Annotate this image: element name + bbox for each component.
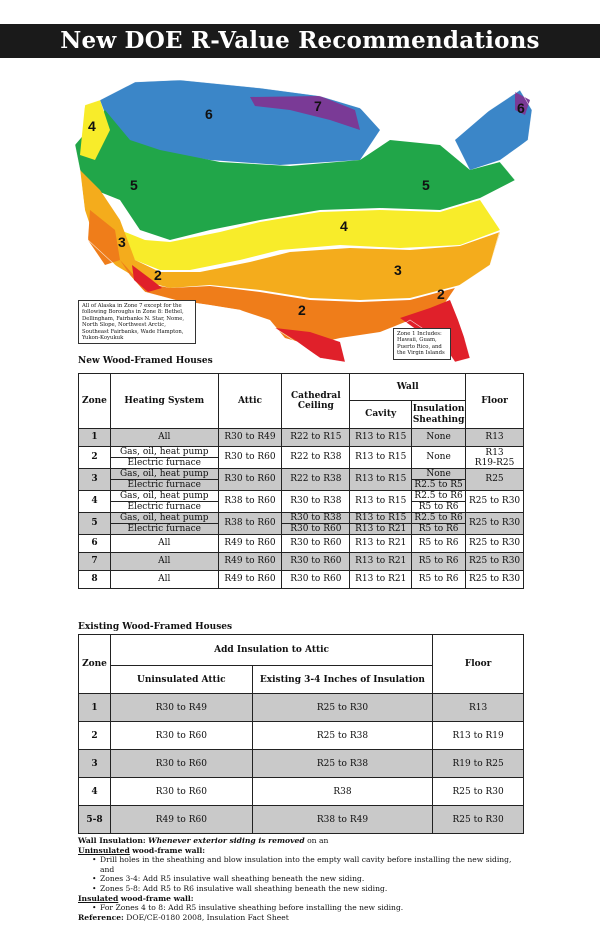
- cell-floor: R25 to R30: [466, 491, 524, 513]
- cell-heating-value: Electric furnace: [127, 458, 202, 468]
- cell-zone: 2: [79, 722, 111, 750]
- cell-heating: [110, 469, 218, 491]
- cell-sheathing: [412, 513, 466, 535]
- cell-heating: All: [110, 571, 218, 589]
- cell-zone: 6: [79, 535, 111, 553]
- cell-cathedral: R22 to R38: [282, 469, 350, 491]
- cell-sheathing-value: R5 to R6: [418, 502, 459, 512]
- zone-label: 6: [517, 100, 525, 116]
- col-header-sheathing: Insulation Sheathing: [412, 401, 466, 429]
- cell-uninsulated: R30 to R49: [110, 694, 252, 722]
- cell-cathedral: R30 to R60: [282, 571, 350, 589]
- cell-cavity: R13 to R15: [350, 447, 412, 469]
- table-row: [79, 750, 524, 778]
- cell-heating-value: Electric furnace: [127, 502, 202, 512]
- cell-cavity: R13 to R15: [350, 469, 412, 491]
- col-header-floor: Floor: [433, 635, 524, 694]
- col-header-uninsulated: Uninsulated Attic: [110, 666, 252, 694]
- cell-zone: 3: [79, 469, 111, 491]
- cell-heating-value: Electric furnace: [127, 480, 202, 490]
- cell-floor-value: R19-R25: [474, 457, 515, 468]
- climate-zone-map: [60, 70, 540, 365]
- zone-1-note: Zone 1 Includes: Hawaii, Guam, Puerto Rico, and the Virgin Islands: [393, 328, 451, 360]
- zone-label: 5: [130, 177, 138, 193]
- cell-sheathing-value: R5 to R6: [418, 524, 459, 534]
- cell-cavity: R13 to R21: [350, 571, 412, 589]
- zone-label: 2: [154, 267, 162, 283]
- cell-uninsulated: R30 to R60: [110, 750, 252, 778]
- table-row: [79, 722, 524, 750]
- cell-sheathing: [412, 469, 466, 491]
- cell-attic: R38 to R60: [218, 491, 282, 513]
- uninsulated-heading: [78, 846, 528, 856]
- wall-insulation-condition: Whenever exterior siding is removed: [148, 836, 305, 845]
- cell-uninsulated: R30 to R60: [110, 722, 252, 750]
- table-row: [79, 447, 524, 469]
- cell-attic: R49 to R60: [218, 571, 282, 589]
- cell-floor: [466, 447, 524, 469]
- cell-cavity-value: R13 to R15: [350, 513, 411, 524]
- cell-sheathing-value: R2.5 to R6: [412, 491, 465, 502]
- col-header-cathedral: Cathedral Ceiling: [282, 374, 350, 429]
- cell-attic: R30 to R60: [218, 447, 282, 469]
- col-header-heating: Heating System: [110, 374, 218, 429]
- cell-heating: [110, 513, 218, 535]
- cell-heating: All: [110, 429, 218, 447]
- cell-uninsulated: R30 to R60: [110, 778, 252, 806]
- existing-houses-table: [78, 634, 524, 834]
- cell-heating-value: Electric furnace: [127, 524, 202, 534]
- col-header-cavity: Cavity: [350, 401, 412, 429]
- cell-existing: R25 to R38: [252, 722, 433, 750]
- table-row: [79, 491, 524, 513]
- reference-line: [78, 913, 528, 923]
- col-header-wall: Wall: [350, 374, 466, 401]
- cell-uninsulated: R49 to R60: [110, 806, 252, 834]
- cell-cavity: R13 to R15: [350, 429, 412, 447]
- cell-cavity: R13 to R21: [350, 553, 412, 571]
- cell-sheathing-value: R2.5 to R6: [412, 513, 465, 524]
- reference-text: DOE/CE-0180 2008, Insulation Fact Sheet: [126, 912, 289, 922]
- cell-floor: R25 to R30: [433, 806, 524, 834]
- col-header-existing: Existing 3-4 Inches of Insulation: [252, 666, 433, 694]
- cell-heating: All: [110, 535, 218, 553]
- cell-sheathing: R5 to R6: [412, 535, 466, 553]
- reference-label: Reference:: [78, 912, 124, 922]
- cell-attic: R30 to R60: [218, 469, 282, 491]
- cell-existing: R25 to R30: [252, 694, 433, 722]
- cell-cathedral-value: R30 to R60: [290, 524, 342, 534]
- cell-floor: R19 to R25: [433, 750, 524, 778]
- cell-heating: [110, 447, 218, 469]
- cell-attic: R49 to R60: [218, 535, 282, 553]
- cell-floor: R13 to R19: [433, 722, 524, 750]
- cell-attic: R49 to R60: [218, 553, 282, 571]
- page-title: New DOE R-Value Recommendations: [0, 24, 600, 58]
- wall-insulation-line: [78, 836, 528, 846]
- cell-cathedral: R30 to R60: [282, 535, 350, 553]
- table-row: [79, 571, 524, 589]
- zone-label: 6: [205, 106, 213, 122]
- list-item: • Zones 3-4: Add R5 insulative wall sheathing beneath the new siding.: [78, 874, 528, 884]
- table-row: [79, 513, 524, 535]
- cell-sheathing: None: [412, 447, 466, 469]
- cell-heating-value: Gas, oil, heat pump: [111, 513, 218, 524]
- table-row: [79, 806, 524, 834]
- cell-zone: 5-8: [79, 806, 111, 834]
- col-header-zone: Zone: [79, 635, 111, 694]
- col-header-zone: Zone: [79, 374, 111, 429]
- cell-cathedral: [282, 513, 350, 535]
- zone-label: 4: [340, 218, 348, 234]
- cell-floor: R25 to R30: [466, 535, 524, 553]
- cell-heating: [110, 491, 218, 513]
- existing-houses-caption: Existing Wood-Framed Houses: [78, 622, 233, 632]
- cell-sheathing: R5 to R6: [412, 553, 466, 571]
- cell-sheathing-value: R2.5 to R5: [414, 480, 463, 490]
- zone-label: 3: [118, 234, 126, 250]
- cell-cavity-value: R13 to R21: [355, 524, 407, 534]
- zone-label: 4: [88, 118, 96, 134]
- table-row: [79, 553, 524, 571]
- cell-floor: R25 to R30: [466, 513, 524, 535]
- cell-cathedral: R22 to R38: [282, 447, 350, 469]
- list-item: • Drill holes in the sheathing and blow insulation into the empty wall cavity before installing the new siding, and: [78, 855, 528, 874]
- table-row: [79, 469, 524, 491]
- cell-floor: R25: [466, 469, 524, 491]
- cell-attic: R30 to R49: [218, 429, 282, 447]
- cell-cathedral-value: R30 to R38: [282, 513, 349, 524]
- uninsulated-label: Uninsulated: [78, 845, 130, 855]
- table-row: [79, 535, 524, 553]
- cell-existing: R38 to R49: [252, 806, 433, 834]
- wall-insulation-label: Wall Insulation:: [78, 836, 146, 845]
- cell-zone: 3: [79, 750, 111, 778]
- cell-floor: R25 to R30: [433, 778, 524, 806]
- table-row: [79, 429, 524, 447]
- cell-zone: 8: [79, 571, 111, 589]
- wall-insulation-tail: on an: [307, 836, 329, 845]
- cell-sheathing-value: None: [412, 469, 465, 480]
- cell-heating: All: [110, 553, 218, 571]
- cell-cavity: R13 to R15: [350, 491, 412, 513]
- cell-zone: 7: [79, 553, 111, 571]
- col-header-add-attic: Add Insulation to Attic: [110, 635, 432, 666]
- cell-zone: 1: [79, 694, 111, 722]
- new-houses-table: [78, 373, 524, 589]
- cell-floor-value: R13: [485, 447, 504, 458]
- cell-zone: 4: [79, 491, 111, 513]
- col-header-floor: Floor: [466, 374, 524, 429]
- zone-label: 2: [437, 286, 445, 302]
- cell-floor: R13: [433, 694, 524, 722]
- notes-section: [78, 836, 528, 922]
- cell-floor: R13: [466, 429, 524, 447]
- cell-zone: 4: [79, 778, 111, 806]
- zone-label: 7: [314, 98, 322, 114]
- cell-attic: R38 to R60: [218, 513, 282, 535]
- list-item: • Zones 5-8: Add R5 to R6 insulative wall sheathing beneath the new siding.: [78, 884, 528, 894]
- table-row: [79, 694, 524, 722]
- cell-existing: R25 to R38: [252, 750, 433, 778]
- new-houses-caption: New Wood-Framed Houses: [78, 356, 213, 366]
- cell-sheathing: R5 to R6: [412, 571, 466, 589]
- insulated-rest: wood-frame wall:: [120, 893, 194, 903]
- cell-sheathing: [412, 491, 466, 513]
- cell-zone: 2: [79, 447, 111, 469]
- cell-cathedral: R22 to R15: [282, 429, 350, 447]
- cell-heating-value: Gas, oil, heat pump: [111, 491, 218, 502]
- insulated-label: Insulated: [78, 893, 119, 903]
- insulated-heading: [78, 894, 528, 904]
- zone-label: 5: [422, 177, 430, 193]
- zone-label: 2: [298, 302, 306, 318]
- zone-label: [228, 270, 229, 271]
- cell-heating-value: Gas, oil, heat pump: [111, 447, 218, 458]
- cell-zone: 1: [79, 429, 111, 447]
- col-header-attic: Attic: [218, 374, 282, 429]
- cell-existing: R38: [252, 778, 433, 806]
- cell-cavity: [350, 513, 412, 535]
- table-row: [79, 778, 524, 806]
- cell-cavity: R13 to R21: [350, 535, 412, 553]
- list-item: • For Zones 4 to 8: Add R5 insulative sheathing before installing the new siding.: [78, 903, 528, 913]
- cell-zone: 5: [79, 513, 111, 535]
- cell-sheathing: None: [412, 429, 466, 447]
- cell-floor: R25 to R30: [466, 553, 524, 571]
- cell-cathedral: R30 to R60: [282, 553, 350, 571]
- cell-heating-value: Gas, oil, heat pump: [111, 469, 218, 480]
- zone-label: 3: [394, 262, 402, 278]
- cell-cathedral: R30 to R38: [282, 491, 350, 513]
- alaska-note: All of Alaska in Zone 7 except for the following Boroughs in Zone 8: Bethel, Dellingham, Fairbanks N. Star, Nome, North Slope, Northwest Arctic, Southeast Fairbanks, Wade Hampton, Yukon-Koyukuk: [78, 300, 196, 344]
- cell-floor: R25 to R30: [466, 571, 524, 589]
- uninsulated-rest: wood-frame wall:: [132, 845, 206, 855]
